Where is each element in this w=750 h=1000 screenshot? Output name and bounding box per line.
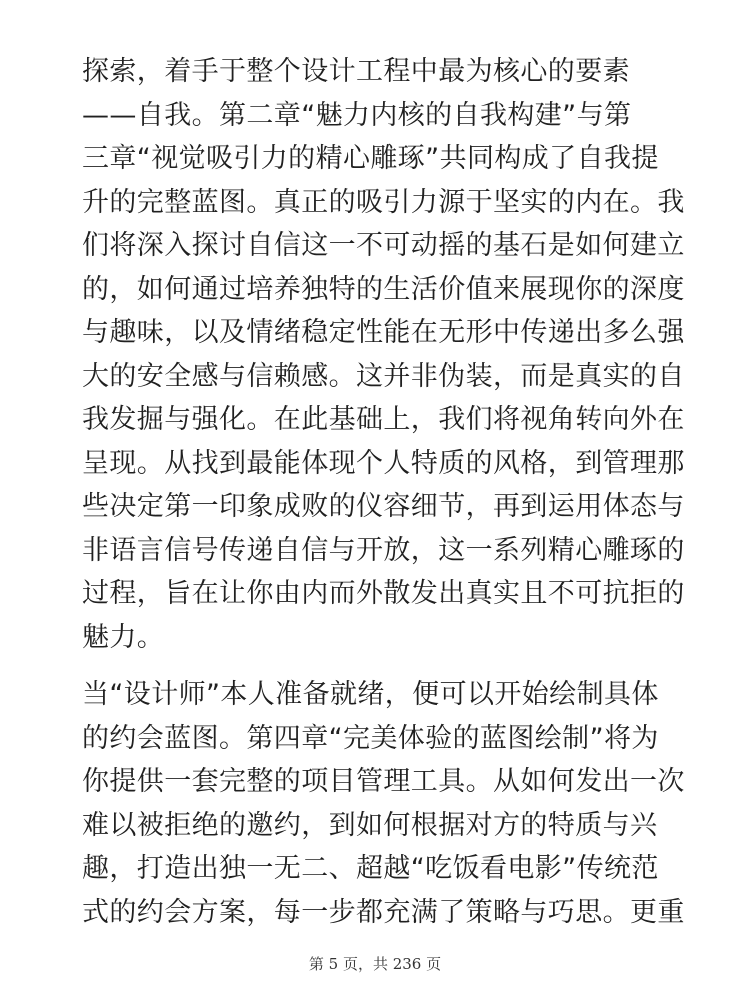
- text-line: 探索，着手于整个设计工程中最为核心的要素: [82, 56, 630, 87]
- paragraph-spacer: [82, 659, 682, 673]
- body-text: [82, 50, 685, 934]
- text-line: 们将深入探讨自信这一不可动摇的基石是如何建立: [82, 230, 685, 261]
- text-line: 些决定第一印象成败的仪容细节，再到运用体态与: [82, 491, 685, 522]
- text-line: 魅力。: [82, 621, 165, 653]
- page-number-footer: 第 5 页，共 236 页: [308, 955, 442, 973]
- text-line: 呈现。从找到最能体现个人特质的风格，到管理那: [82, 447, 685, 479]
- text-line: 与趣味，以及情绪稳定性能在无形中传递出多么强: [82, 317, 685, 348]
- text-line: 难以被拒绝的邀约，到如何根据对方的特质与兴: [82, 809, 658, 841]
- text-line: 非语言信号传递自信与开放，这一系列精心雕琢的: [82, 534, 685, 566]
- text-line: 升的完整蓝图。真正的吸引力源于坚实的内在。我: [82, 186, 685, 218]
- text-line: ——自我。第二章“魅力内核的自我构建”与第: [82, 99, 632, 131]
- text-line: 当“设计师”本人准备就绪，便可以开始绘制具体: [82, 679, 659, 710]
- text-line: 趣，打造出独一无二、超越“吃饭看电影”传统范: [82, 853, 659, 884]
- text-line: 的约会蓝图。第四章“完美体验的蓝图绘制”将为: [82, 722, 659, 754]
- paragraph-2: [82, 673, 685, 934]
- text-line: 过程，旨在让你由内而外散发出真实且不可抗拒的: [82, 578, 685, 609]
- text-line: 你提供一套完整的项目管理工具。从如何发出一次: [82, 766, 685, 797]
- text-line: 我发掘与强化。在此基础上，我们将视角转向外在: [82, 404, 685, 435]
- paragraph-1: [82, 50, 685, 659]
- text-line: 三章“视觉吸引力的精心雕琢”共同构成了自我提: [82, 143, 659, 174]
- text-line: 式的约会方案，每一步都充满了策略与巧思。更重: [82, 896, 685, 928]
- text-line: 大的安全感与信赖感。这并非伪装，而是真实的自: [82, 360, 685, 392]
- text-line: 的，如何通过培养独特的生活价值来展现你的深度: [82, 273, 685, 305]
